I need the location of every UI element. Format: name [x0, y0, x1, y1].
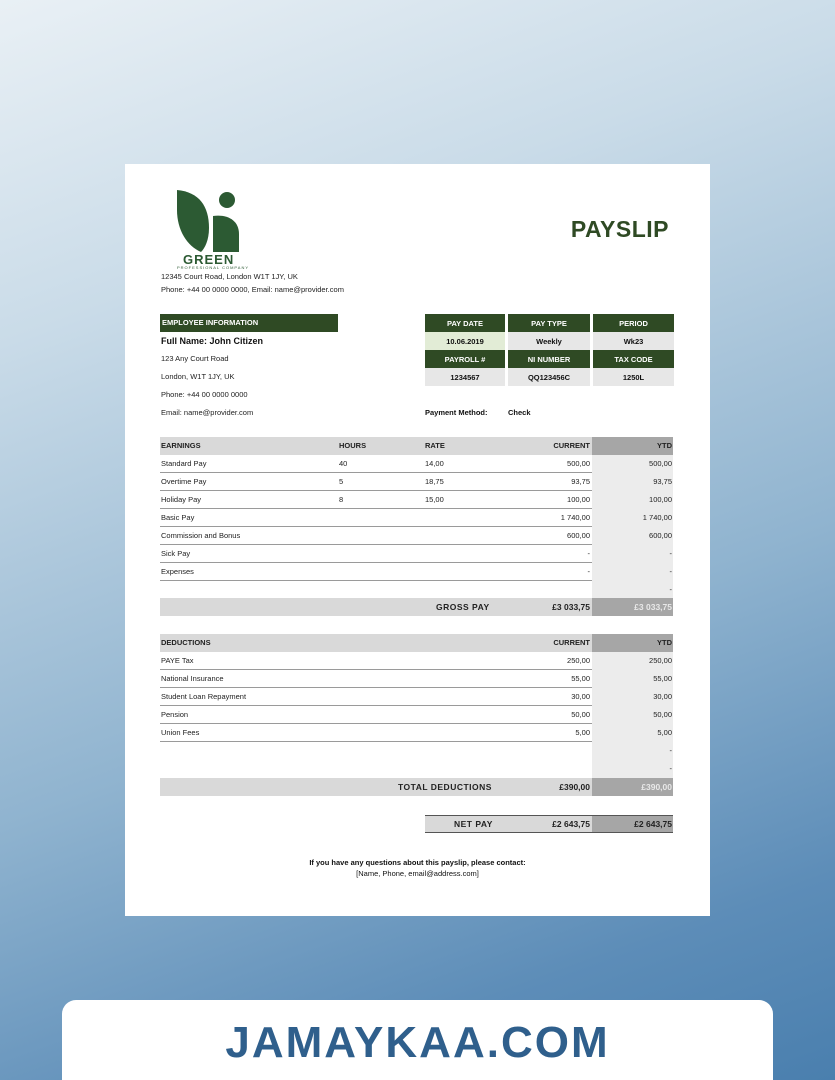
- ytd-cell-bg: [592, 563, 673, 581]
- deductions-header-bg: [160, 634, 592, 652]
- deduction-ytd: -: [669, 746, 672, 755]
- deduction-ytd: 30,00: [653, 692, 672, 701]
- earnings-ytd: -: [669, 567, 672, 576]
- deductions-row: [160, 724, 673, 742]
- pay-date-value: 10.06.2019: [425, 332, 505, 350]
- earnings-rate: 18,75: [425, 477, 444, 486]
- earnings-row: [160, 563, 673, 581]
- earnings-ytd: -: [669, 549, 672, 558]
- employee-phone: Phone: +44 00 0000 0000: [161, 390, 248, 399]
- employee-address-line2: London, W1T 1JY, UK: [161, 372, 235, 381]
- total-deductions-ytd: £390,00: [641, 782, 672, 792]
- deductions-row: [160, 742, 673, 760]
- rate-header: RATE: [425, 441, 445, 450]
- period-value: Wk23: [593, 332, 674, 350]
- deduction-ytd: 55,00: [653, 674, 672, 683]
- earnings-ytd: 93,75: [653, 477, 672, 486]
- watermark-banner: [62, 1000, 773, 1080]
- net-pay-label: NET PAY: [454, 819, 493, 829]
- earnings-label: Sick Pay: [161, 549, 191, 558]
- deductions-header: DEDUCTIONS: [161, 638, 211, 647]
- earnings-current-header: CURRENT: [553, 441, 590, 450]
- gross-pay-bg: [160, 598, 592, 616]
- deduction-ytd: 250,00: [649, 656, 672, 665]
- deduction-label: Pension: [161, 710, 189, 719]
- earnings-rate: 15,00: [425, 495, 444, 504]
- gross-pay-ytd: £3 033,75: [634, 602, 672, 612]
- earnings-rate: 14,00: [425, 459, 444, 468]
- net-pay-current: £2 643,75: [552, 819, 590, 829]
- earnings-header-bg: [160, 437, 592, 455]
- company-contact: Phone: +44 00 0000 0000, Email: name@provider.com: [161, 285, 344, 294]
- company-name: GREEN: [183, 252, 235, 267]
- earnings-row: [160, 491, 673, 509]
- company-tagline: PROFESSIONAL COMPANY: [177, 265, 250, 270]
- gross-pay-label: GROSS PAY: [436, 602, 490, 612]
- earnings-current: -: [587, 549, 590, 558]
- earnings-hours: 8: [339, 495, 344, 504]
- employee-address-line1: 123 Any Court Road: [161, 354, 229, 363]
- deduction-current: 30,00: [571, 692, 590, 701]
- deduction-ytd: -: [669, 764, 672, 773]
- deduction-current: 250,00: [567, 656, 590, 665]
- earnings-hours: 5: [339, 477, 344, 486]
- deduction-current: 5,00: [575, 728, 590, 737]
- deductions-row: [160, 706, 673, 724]
- hours-header: HOURS: [339, 441, 367, 450]
- earnings-row: [160, 545, 673, 563]
- employee-info-header: EMPLOYEE INFORMATION: [160, 314, 338, 332]
- earnings-label: Expenses: [161, 567, 194, 576]
- employee-full-name: Full Name: John Citizen: [161, 336, 264, 346]
- earnings-row: [160, 473, 673, 491]
- earnings-current: 500,00: [567, 459, 590, 468]
- deductions-row: [160, 670, 673, 688]
- earnings-ytd: -: [669, 585, 672, 594]
- ytd-cell-bg: [592, 742, 673, 760]
- earnings-row: [160, 509, 673, 527]
- earnings-ytd: 600,00: [649, 531, 672, 540]
- earnings-ytd: 500,00: [649, 459, 672, 468]
- company-address: 12345 Court Road, London W1T 1JY, UK: [161, 272, 298, 281]
- deduction-current: 55,00: [571, 674, 590, 683]
- pay-type-value: Weekly: [508, 332, 590, 350]
- earnings-header: EARNINGS: [161, 441, 201, 450]
- total-deductions-bg: [160, 778, 592, 796]
- contact-note-line1: If you have any questions about this payslip, please contact:: [309, 858, 526, 867]
- deduction-ytd: 50,00: [653, 710, 672, 719]
- earnings-label: Commission and Bonus: [161, 531, 241, 540]
- total-deductions-current: £390,00: [559, 782, 590, 792]
- earnings-current: 1 740,00: [560, 513, 590, 522]
- earnings-current: 600,00: [567, 531, 590, 540]
- earnings-current: 93,75: [571, 477, 590, 486]
- earnings-ytd-header: YTD: [657, 441, 672, 450]
- gross-pay-current: £3 033,75: [552, 602, 590, 612]
- earnings-label: Holiday Pay: [161, 495, 202, 504]
- payroll-number-header: PAYROLL #: [425, 350, 505, 368]
- ytd-cell-bg: [592, 581, 673, 599]
- watermark-text: JAMAYKAA.COM: [225, 1018, 610, 1067]
- ni-number-header: NI NUMBER: [508, 350, 590, 368]
- deductions-row: [160, 688, 673, 706]
- payroll-number-value: 1234567: [425, 368, 505, 386]
- deduction-label: PAYE Tax: [161, 656, 194, 665]
- company-logo: [173, 188, 243, 254]
- earnings-ytd: 1 740,00: [642, 513, 672, 522]
- deduction-label: Student Loan Repayment: [161, 692, 247, 701]
- payment-method-label: Payment Method:: [425, 408, 488, 417]
- ytd-cell-bg: [592, 760, 673, 778]
- deduction-ytd: 5,00: [657, 728, 672, 737]
- earnings-label: Overtime Pay: [161, 477, 207, 486]
- period-header: PERIOD: [593, 314, 674, 332]
- earnings-ytd: 100,00: [649, 495, 672, 504]
- deductions-row: [160, 652, 673, 670]
- earnings-row: [160, 455, 673, 473]
- earnings-current: 100,00: [567, 495, 590, 504]
- earnings-hours: 40: [339, 459, 348, 468]
- earnings-label: Basic Pay: [161, 513, 195, 522]
- tax-code-header: TAX CODE: [593, 350, 674, 368]
- contact-note-line2: [Name, Phone, email@address.com]: [356, 869, 479, 878]
- deduction-label: National Insurance: [161, 674, 224, 683]
- deductions-row: [160, 760, 673, 778]
- page-title: PAYSLIP: [570, 216, 669, 242]
- deduction-current: 50,00: [571, 710, 590, 719]
- earnings-row: [160, 527, 673, 545]
- deduction-label: Union Fees: [161, 728, 200, 737]
- pay-type-header: PAY TYPE: [508, 314, 590, 332]
- payment-method-value: Check: [508, 408, 531, 417]
- net-pay-ytd: £2 643,75: [634, 819, 672, 829]
- total-deductions-label: TOTAL DEDUCTIONS: [398, 782, 492, 792]
- deductions-current-header: CURRENT: [553, 638, 590, 647]
- deductions-ytd-header: YTD: [657, 638, 672, 647]
- tax-code-value: 1250L: [593, 368, 674, 386]
- employee-email: Email: name@provider.com: [161, 408, 254, 417]
- ytd-cell-bg: [592, 545, 673, 563]
- payslip-document: [125, 164, 710, 916]
- earnings-current: -: [587, 567, 590, 576]
- pay-date-header: PAY DATE: [425, 314, 505, 332]
- ni-number-value: QQ123456C: [508, 368, 590, 386]
- earnings-row: [160, 581, 673, 599]
- earnings-label: Standard Pay: [161, 459, 207, 468]
